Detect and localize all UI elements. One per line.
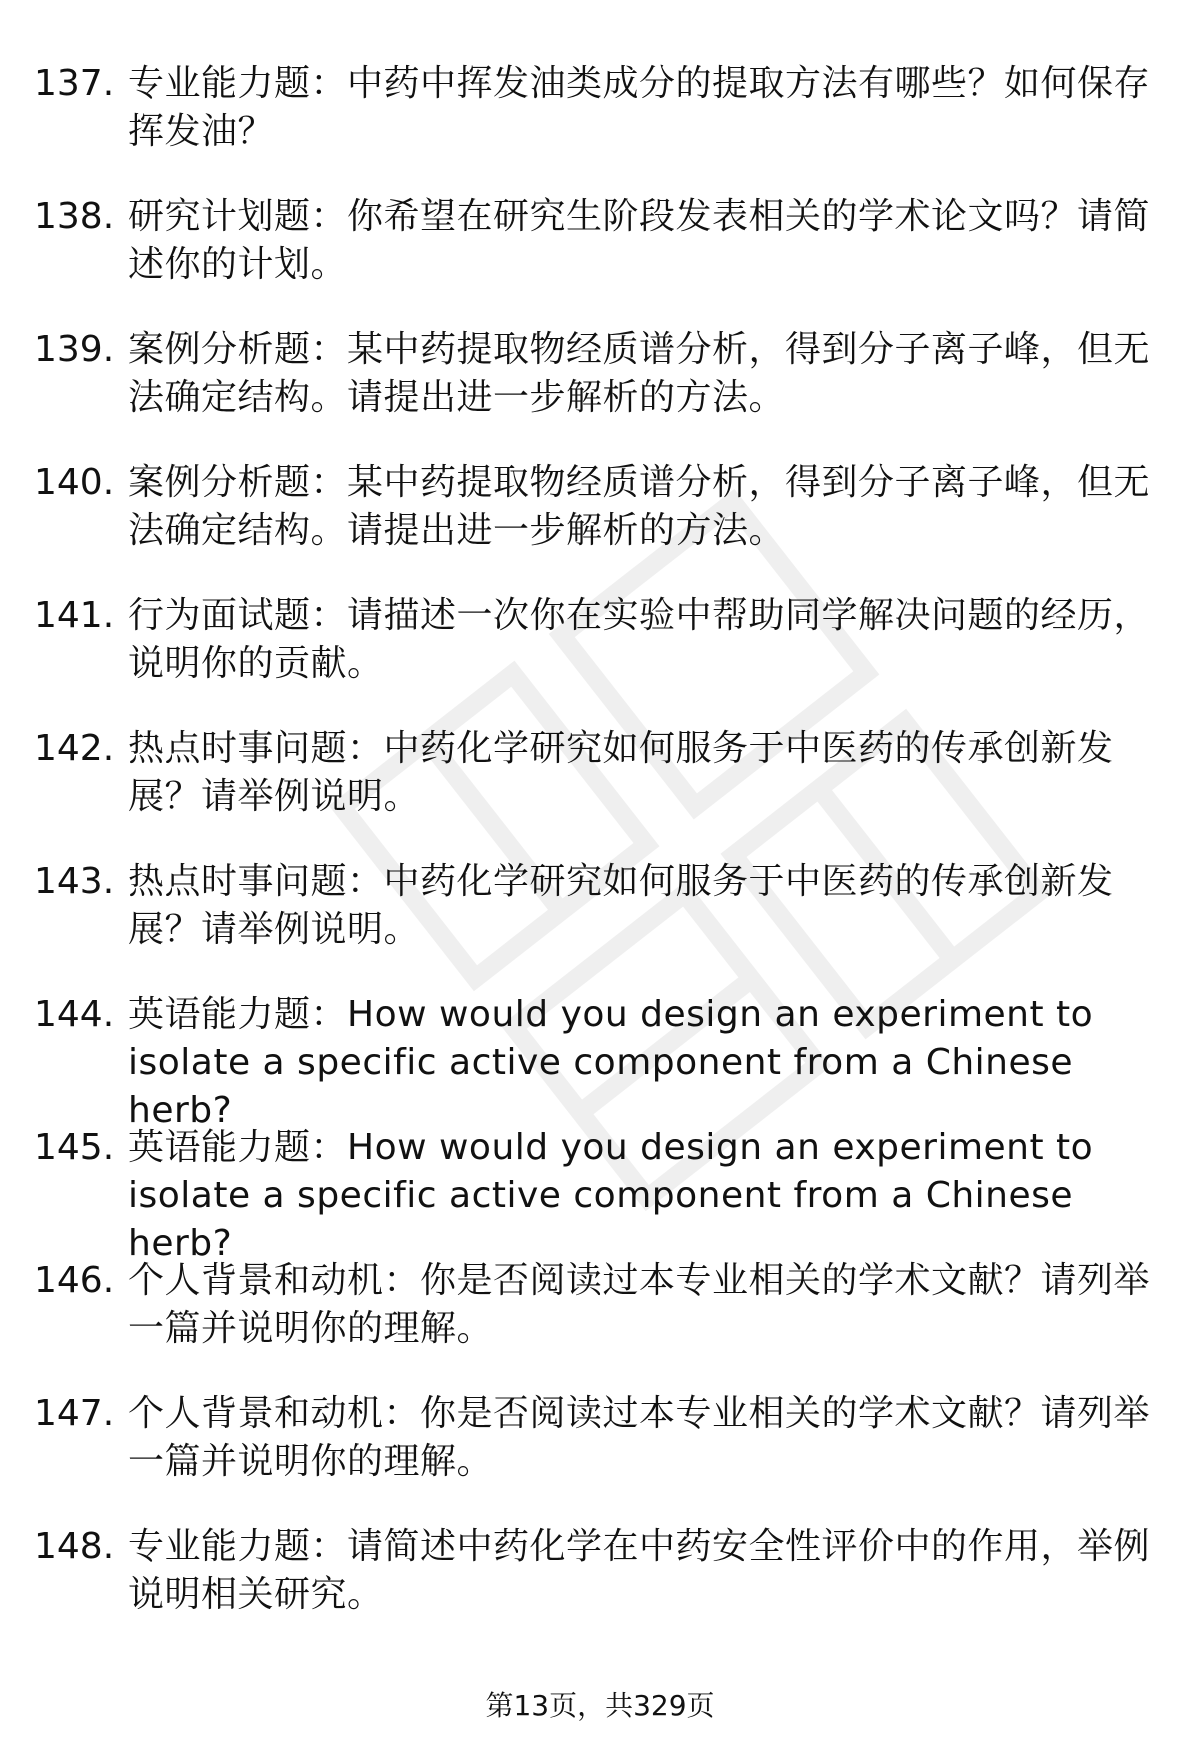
- page-number: 第13页，共329页: [485, 1689, 715, 1722]
- question-item: [34, 725, 1154, 858]
- question-item: [34, 858, 1154, 991]
- question-item: [34, 459, 1154, 592]
- question-text: 热点时事问题：中药化学研究如何服务于中医药的传承创新发展？请举例说明。: [128, 861, 1114, 950]
- question-number: 138.: [34, 196, 115, 237]
- question-item: [34, 1257, 1154, 1390]
- question-text: 研究计划题：你希望在研究生阶段发表相关的学术论文吗？请简述你的计划。: [128, 196, 1151, 285]
- question-number: 145.: [34, 1127, 115, 1168]
- question-item: [34, 1124, 1154, 1264]
- question-text: 专业能力题：中药中挥发油类成分的提取方法有哪些？如何保存挥发油？: [128, 63, 1151, 152]
- question-number: 141.: [34, 595, 115, 636]
- question-item: [34, 592, 1154, 725]
- question-number: 147.: [34, 1393, 115, 1434]
- question-text: 热点时事问题：中药化学研究如何服务于中医药的传承创新发展？请举例说明。: [128, 728, 1114, 817]
- question-number: 143.: [34, 861, 115, 902]
- question-item: [34, 193, 1154, 326]
- question-item: [34, 1390, 1154, 1523]
- question-text: 案例分析题：某中药提取物经质谱分析，得到分子离子峰，但无法确定结构。请提出进一步解析的方法。: [128, 329, 1151, 418]
- question-number: 142.: [34, 728, 115, 769]
- question-text: 个人背景和动机：你是否阅读过本专业相关的学术文献？请列举一篇并说明你的理解。: [128, 1260, 1151, 1349]
- question-item: [34, 991, 1154, 1131]
- question-number: 146.: [34, 1260, 115, 1301]
- question-list: [34, 60, 1154, 1656]
- question-number: 148.: [34, 1526, 115, 1567]
- question-number: 137.: [34, 63, 115, 104]
- question-text: 案例分析题：某中药提取物经质谱分析，得到分子离子峰，但无法确定结构。请提出进一步解析的方法。: [128, 462, 1151, 551]
- question-text: 英语能力题：How would you design an experiment to isolate a specific active component from a Chinese herb?: [128, 1127, 1094, 1264]
- question-item: [34, 60, 1154, 193]
- question-item: [34, 1523, 1154, 1656]
- question-number: 139.: [34, 329, 115, 370]
- question-text: 个人背景和动机：你是否阅读过本专业相关的学术文献？请列举一篇并说明你的理解。: [128, 1393, 1151, 1482]
- question-item: [34, 326, 1154, 459]
- question-text: 行为面试题：请描述一次你在实验中帮助同学解决问题的经历，说明你的贡献。: [128, 595, 1151, 684]
- question-text: 英语能力题：How would you design an experiment to isolate a specific active component from a Chinese herb?: [128, 994, 1094, 1131]
- question-number: 144.: [34, 994, 115, 1035]
- question-number: 140.: [34, 462, 115, 503]
- question-text: 专业能力题：请简述中药化学在中药安全性评价中的作用，举例说明相关研究。: [128, 1526, 1151, 1615]
